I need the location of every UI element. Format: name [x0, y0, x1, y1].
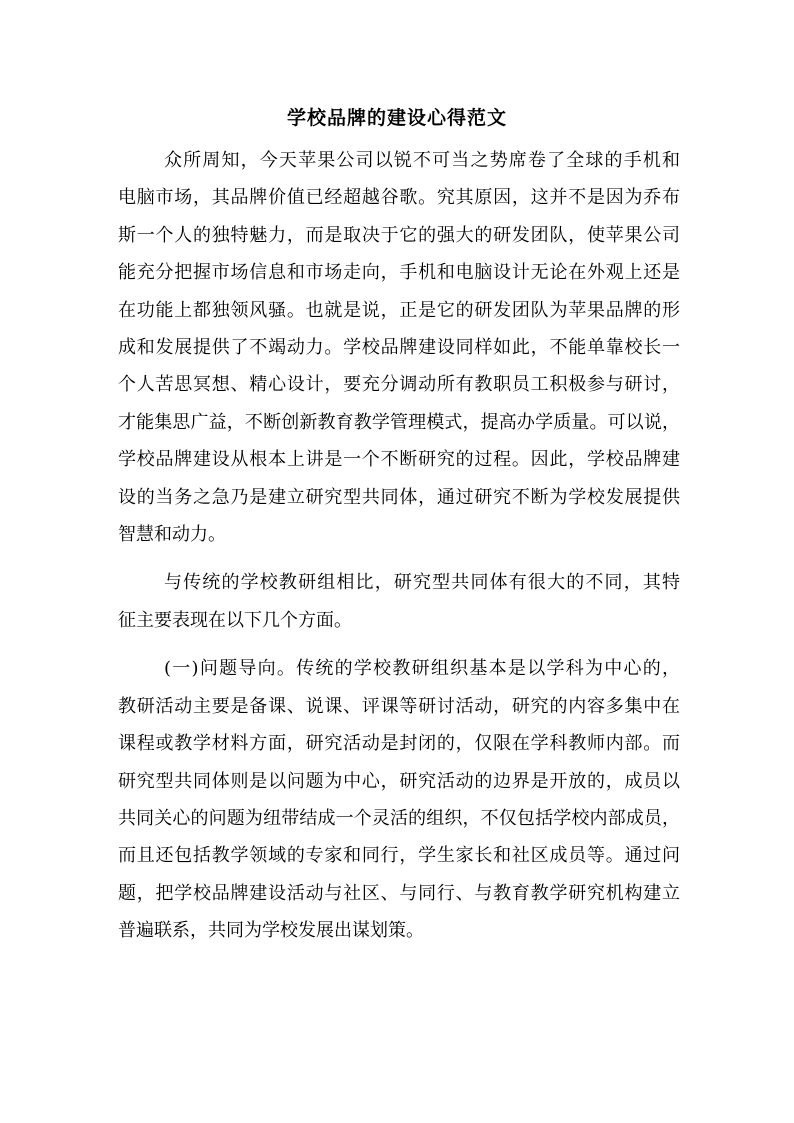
text-line: (一)问题导向。传统的学校教研组织基本是以学科为中心的，	[164, 658, 680, 680]
text-line: 个人苦思冥想、精心设计，要充分调动所有教职员工积极参与研讨，	[118, 374, 680, 396]
paragraph-spacer	[118, 553, 680, 564]
text-line: 学校品牌建设从根本上讲是一个不断研究的过程。因此，学校品牌建	[118, 449, 680, 471]
text-line: 研究型共同体则是以问题为中心，研究活动的边界是开放的，成员以	[118, 770, 680, 792]
text-line: 而且还包括教学领域的专家和同行，学生家长和社区成员等。通过问	[118, 845, 680, 867]
text-line: 教研活动主要是备课、说课、评课等研讨活动，研究的内容多集中在	[118, 695, 680, 717]
text-line: 共同关心的问题为纽带结成一个灵活的组织，不仅包括学校内部成员，	[118, 807, 680, 829]
document-body	[118, 142, 680, 950]
text-line: 设的当务之急乃是建立研究型共同体，通过研究不断为学校发展提供	[118, 486, 680, 508]
text-line: 普遍联系，共同为学校发展出谋划策。	[118, 920, 424, 942]
text-line: 题，把学校品牌建设活动与社区、与同行、与教育教学研究机构建立	[118, 882, 680, 904]
text-line: 众所周知，今天苹果公司以锐不可当之势席卷了全球的手机和	[164, 150, 680, 171]
paragraph-3	[118, 650, 680, 949]
text-line: 在功能上都独领风骚。也就是说，正是它的研发团队为苹果品牌的形	[118, 299, 680, 321]
text-line: 才能集思广益，不断创新教育教学管理模式，提高办学质量。可以说，	[118, 411, 680, 433]
text-line: 与传统的学校教研组相比，研究型共同体有很大的不同，其特	[164, 572, 680, 594]
text-line: 智慧和动力。	[118, 524, 226, 546]
text-line: 斯一个人的独特魅力，而是取决于它的强大的研发团队，使苹果公司	[118, 224, 680, 246]
paragraph-spacer	[118, 639, 680, 650]
text-line: 课程或教学材料方面，研究活动是封闭的，仅限在学科教师内部。而	[118, 733, 680, 755]
paragraph-1	[118, 142, 680, 553]
text-line: 能充分把握市场信息和市场走向，手机和电脑设计无论在外观上还是	[118, 262, 680, 284]
text-line: 征主要表现在以下几个方面。	[118, 609, 352, 631]
text-line: 电脑市场，其品牌价值已经超越谷歌。究其原因，这并不是因为乔布	[118, 187, 680, 209]
text-line: 成和发展提供了不竭动力。学校品牌建设同样如此，不能单靠校长一	[118, 337, 680, 359]
paragraph-2	[118, 564, 680, 639]
document-title: 学校品牌的建设心得范文	[286, 107, 507, 129]
